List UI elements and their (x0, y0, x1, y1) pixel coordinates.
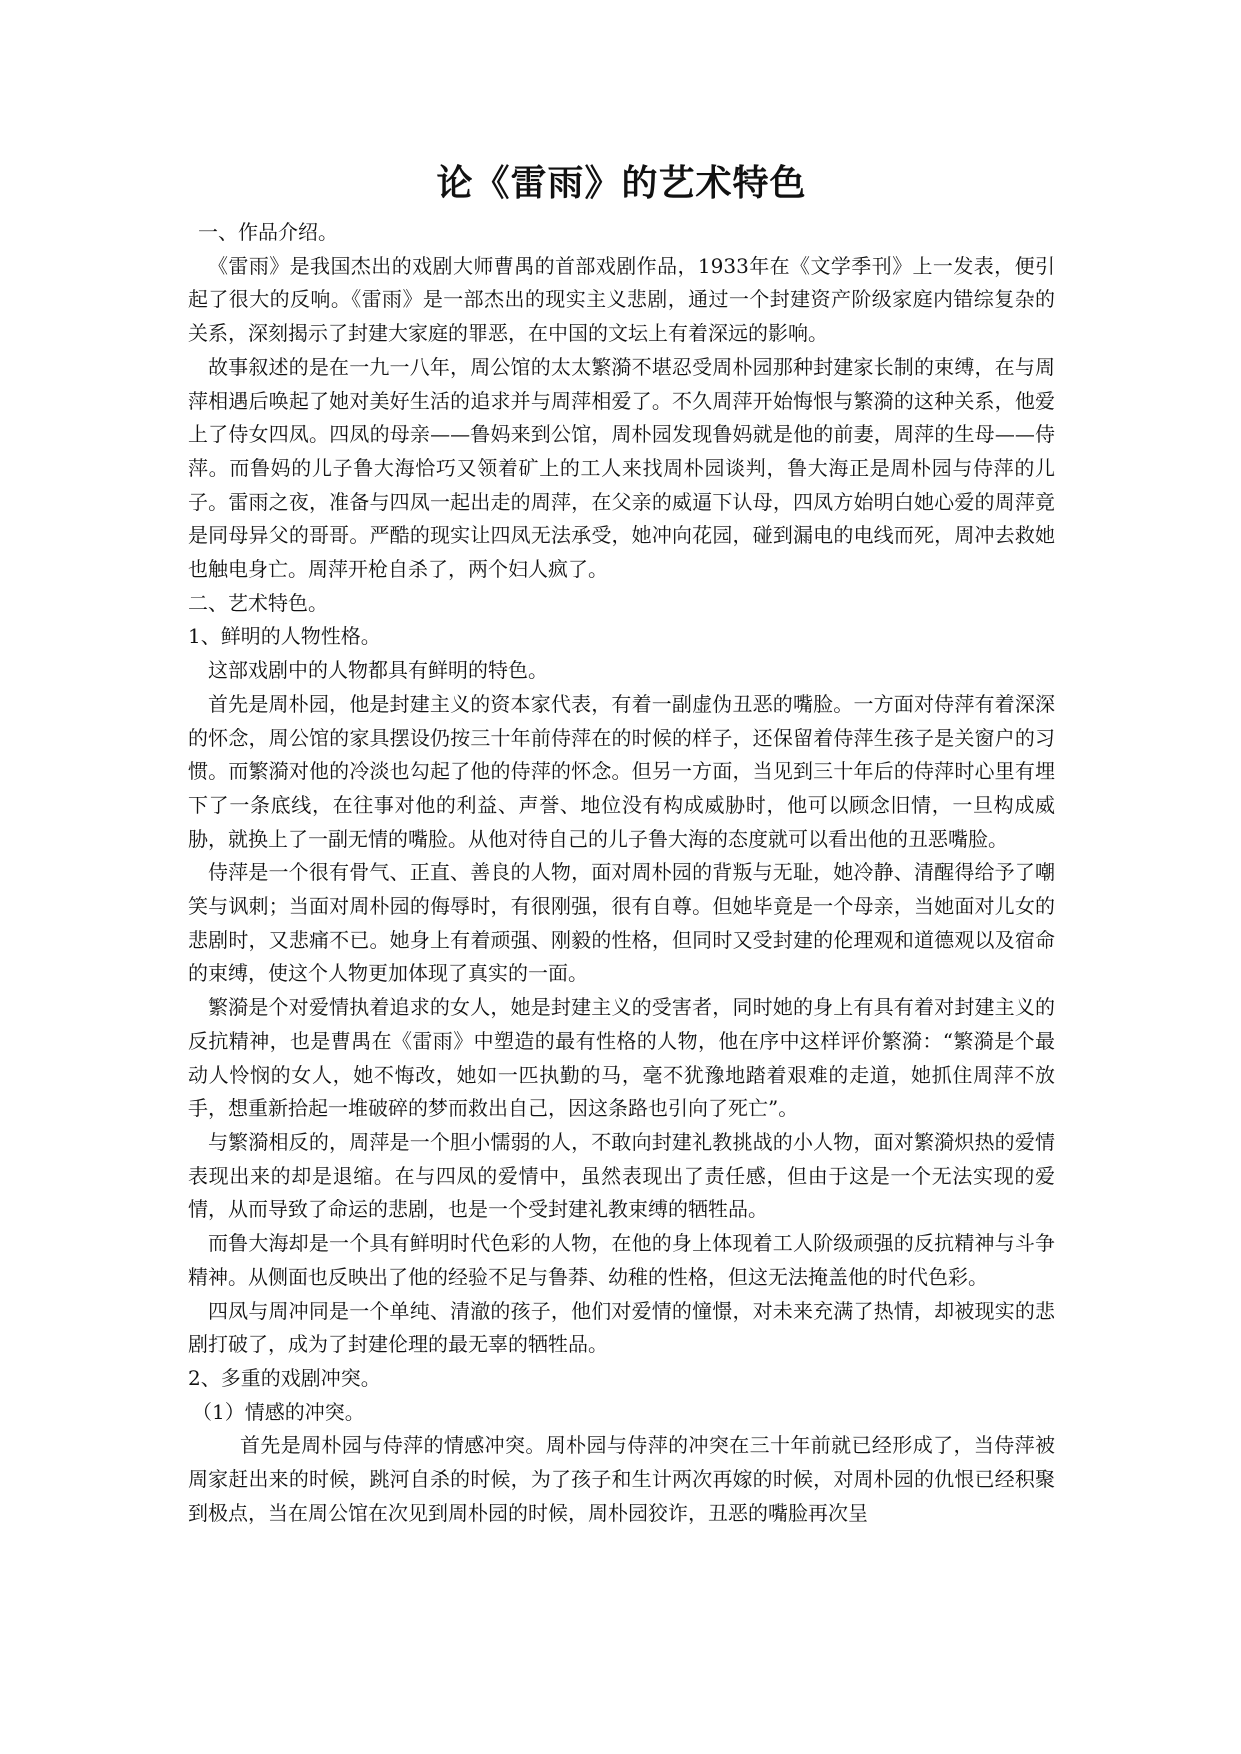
paragraph: 故事叙述的是在一九一八年，周公馆的太太繁漪不堪忍受周朴园那种封建家长制的束缚，在与周萍相遇后唤起了她对美好生活的追求并与周萍相爱了。不久周萍开始悔恨与繁漪的这种关系，他爱上了侍女四凤。四凤的母亲——鲁妈来到公馆，周朴园发现鲁妈就是他的前妻，周萍的生母——侍萍。而鲁妈的儿子鲁大海恰巧又领着矿上的工人来找周朴园谈判，鲁大海正是周朴园与侍萍的儿子。雷雨之夜，准备与四凤一起出走的周萍，在父亲的威逼下认母，四凤方始明白她心爱的周萍竟是同母异父的哥哥。严酷的现实让四凤无法承受，她冲向花园，碰到漏电的电线而死，周冲去救她也触电身亡。周萍开枪自杀了，两个妇人疯了。 (188, 354, 1055, 582)
paragraph: 侍萍是一个很有骨气、正直、善良的人物，面对周朴园的背叛与无耻，她冷静、清醒得给予了嘲笑与讽刺；当面对周朴园的侮辱时，有很刚强，很有自尊。但她毕竟是一个母亲，当她面对儿女的悲剧时，又悲痛不已。她身上有着顽强、刚毅的性格，但同时又受封建的伦理观和道德观以及宿命的束缚，使这个人物更加体现了真实的一面。 (188, 860, 1055, 986)
paragraph: 《雷雨》是我国杰出的戏剧大师曹禺的首部戏剧作品，1933年在《文学季刊》上一发表，便引起了很大的反响。《雷雨》是一部杰出的现实主义悲剧，通过一个封建资产阶级家庭内错综复杂的关系，深刻揭示了封建大家庭的罪恶，在中国的文坛上有着深远的影响。 (188, 253, 1055, 346)
paragraph: （1）情感的冲突。 (192, 1399, 365, 1424)
paragraph: 二、艺术特色。 (188, 590, 328, 615)
paragraph: 繁漪是个对爱情执着追求的女人，她是封建主义的受害者，同时她的身上有具有着对封建主义的反抗精神，也是曹禺在《雷雨》中塑造的最有性格的人物，他在序中这样评价繁漪：“繁漪是个最动人怜悯的女人，她不悔改，她如一匹执勤的马，毫不犹豫地踏着艰难的走道，她抓住周萍不放手，想重新拾起一堆破碎的梦而救出自己，因这条路也引向了死亡”。 (188, 995, 1055, 1121)
paragraph: 四凤与周冲同是一个单纯、清澈的孩子，他们对爱情的憧憬，对未来充满了热情，却被现实的悲剧打破了，成为了封建伦理的最无辜的牺牲品。 (188, 1298, 1055, 1357)
paragraph: 首先是周朴园，他是封建主义的资本家代表，有着一副虚伪丑恶的嘴脸。一方面对侍萍有着深深的怀念，周公馆的家具摆设仍按三十年前侍萍在的时候的样子，还保留着侍萍生孩子是关窗户的习惯。而繁漪对他的冷淡也勾起了他的侍萍的怀念。但另一方面，当见到三十年后的侍萍时心里有埋下了一条底线，在往事对他的利益、声誉、地位没有构成威胁时，他可以顾念旧情，一旦构成威胁，就换上了一副无情的嘴脸。从他对待自己的儿子鲁大海的态度就可以看出他的丑恶嘴脸。 (188, 691, 1055, 851)
paragraph: 与繁漪相反的，周萍是一个胆小懦弱的人，不敢向封建礼教挑战的小人物，面对繁漪炽热的爱情表现出来的却是退缩。在与四凤的爱情中，虽然表现出了责任感，但由于这是一个无法实现的爱情，从而导致了命运的悲剧，也是一个受封建礼教束缚的牺牲品。 (188, 1129, 1055, 1222)
paragraph: 2、多重的戏剧冲突。 (188, 1365, 381, 1390)
paragraph: 而鲁大海却是一个具有鲜明时代色彩的人物，在他的身上体现着工人阶级顽强的反抗精神与斗争精神。从侧面也反映出了他的经验不足与鲁莽、幼稚的性格，但这无法掩盖他的时代色彩。 (188, 1231, 1055, 1289)
paragraph: 1、鲜明的人物性格。 (188, 624, 381, 649)
paragraph: 首先是周朴园与侍萍的情感冲突。周朴园与侍萍的冲突在三十年前就已经形成了，当侍萍被周家赶出来的时候，跳河自杀的时候，为了孩子和生计两次再嫁的时候，对周朴园的仇恨已经积聚到极点，当在周公馆在次见到周朴园的时候，周朴园狡诈，丑恶的嘴脸再次呈 (188, 1433, 1055, 1525)
paragraph: 一、作品介绍。 (198, 220, 338, 244)
paragraph: 这部戏剧中的人物都具有鲜明的特色。 (208, 658, 548, 683)
document-body (188, 216, 1055, 1530)
document-title: 论《雷雨》的艺术特色 (436, 163, 807, 204)
